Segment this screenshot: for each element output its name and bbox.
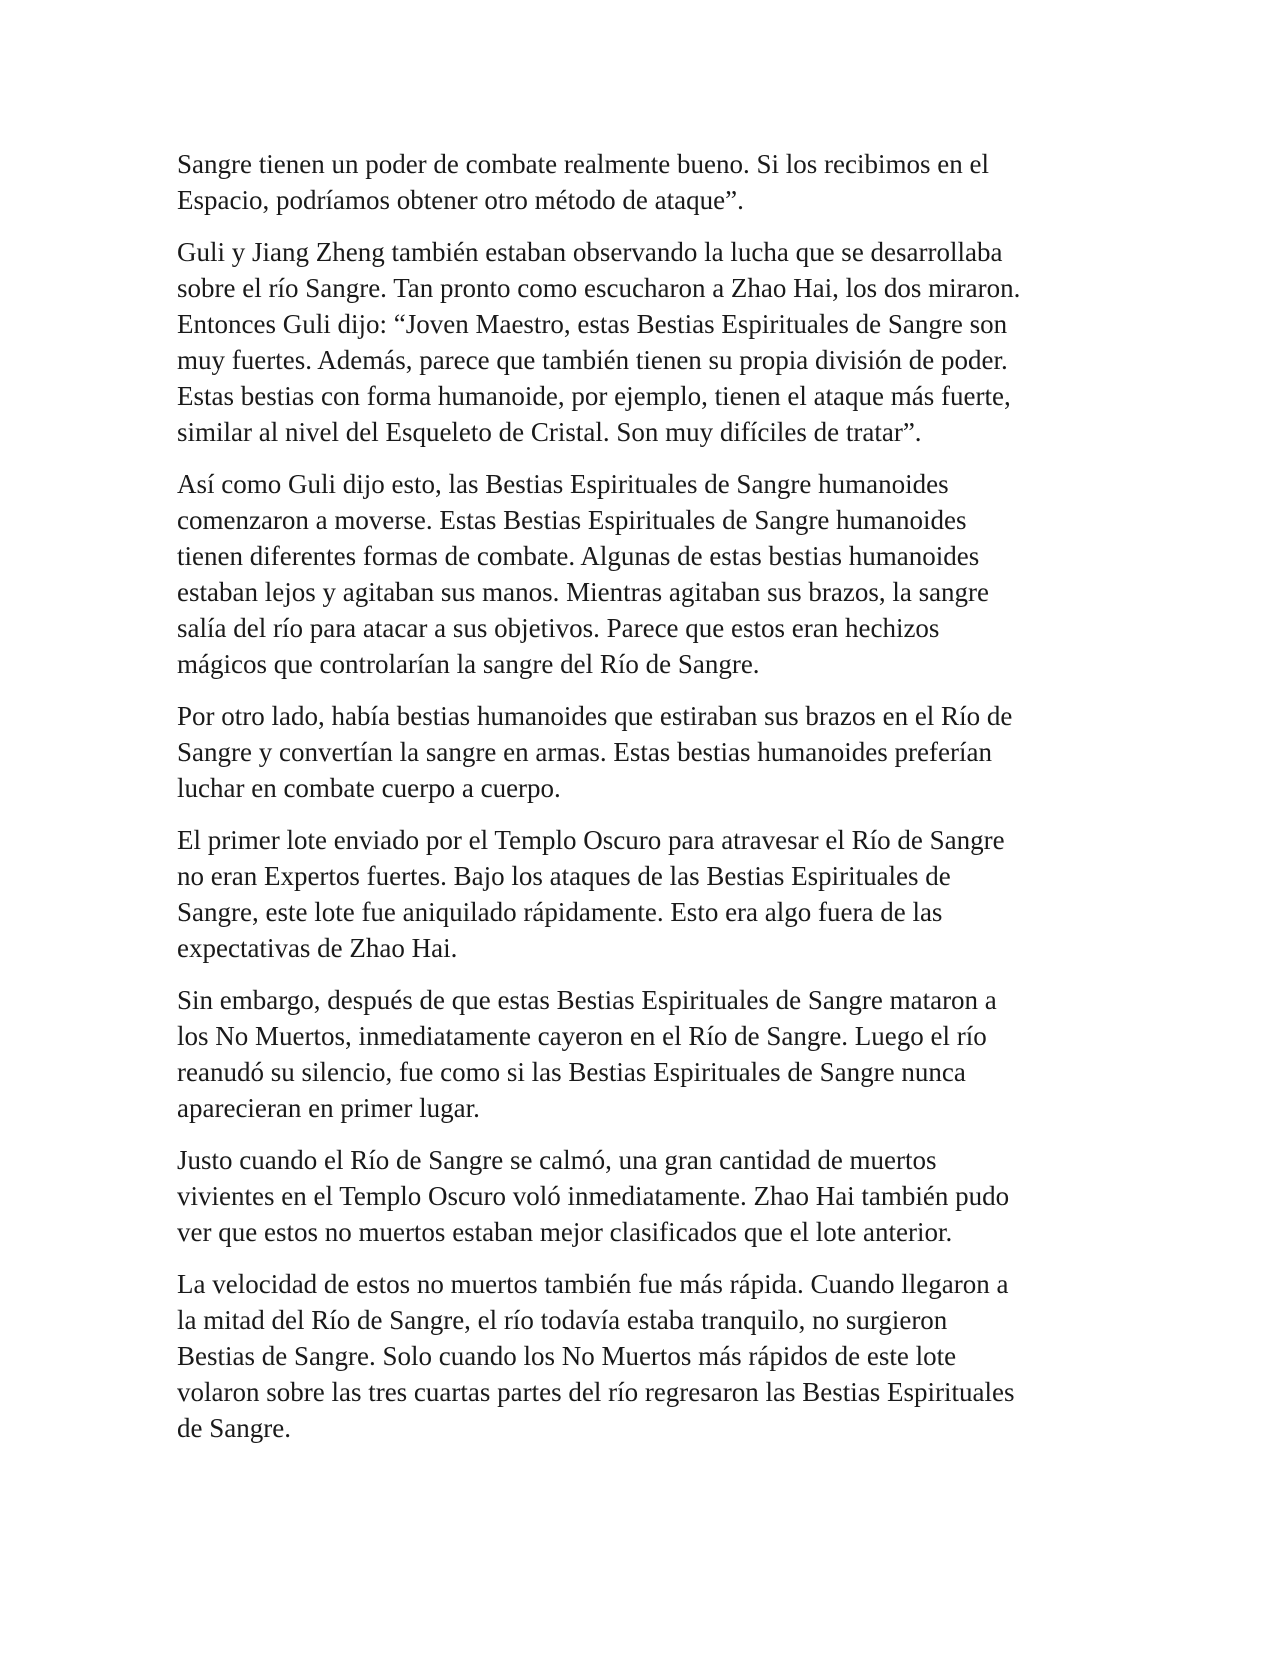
text-line: Espacio, podríamos obtener otro método de ataque”. — [177, 185, 744, 215]
text-line: muy fuertes. Además, parece que también tienen su propia división de poder. — [177, 345, 1008, 375]
text-line: La velocidad de estos no muertos también fue más rápida. Cuando llegaron a — [177, 1269, 1009, 1299]
text-line: estaban lejos y agitaban sus manos. Mientras agitaban sus brazos, la sangre — [177, 577, 990, 607]
text-line: Sangre, este lote fue aniquilado rápidamente. Esto era algo fuera de las — [177, 897, 943, 927]
text-line: tienen diferentes formas de combate. Algunas de estas bestias humanoides — [177, 541, 980, 571]
text-line: luchar en combate cuerpo a cuerpo. — [177, 773, 561, 803]
text-line: reanudó su silencio, fue como si las Bestias Espirituales de Sangre nunca — [177, 1057, 966, 1087]
text-line: vivientes en el Templo Oscuro voló inmediatamente. Zhao Hai también pudo — [177, 1181, 1010, 1211]
text-line: Estas bestias con forma humanoide, por ejemplo, tienen el ataque más fuerte, — [177, 381, 1011, 411]
text-line: mágicos que controlarían la sangre del Río de Sangre. — [177, 649, 760, 679]
paragraph — [177, 822, 1107, 966]
text-line: los No Muertos, inmediatamente cayeron en el Río de Sangre. Luego el río — [177, 1021, 987, 1051]
text-line: ver que estos no muertos estaban mejor clasificados que el lote anterior. — [177, 1217, 953, 1247]
text-line: similar al nivel del Esqueleto de Cristal. Son muy difíciles de tratar”. — [177, 417, 922, 447]
text-line: sobre el río Sangre. Tan pronto como escucharon a Zhao Hai, los dos miraron. — [177, 273, 1021, 303]
paragraph — [177, 234, 1107, 450]
body-text — [177, 146, 1107, 1462]
paragraph — [177, 698, 1107, 806]
paragraph — [177, 982, 1107, 1126]
text-line: comenzaron a moverse. Estas Bestias Espirituales de Sangre humanoides — [177, 505, 967, 535]
text-line: Sin embargo, después de que estas Bestias Espirituales de Sangre mataron a — [177, 985, 997, 1015]
paragraph — [177, 1142, 1107, 1250]
text-line: Sangre tienen un poder de combate realmente bueno. Si los recibimos en el — [177, 149, 989, 179]
text-line: Entonces Guli dijo: “Joven Maestro, estas Bestias Espirituales de Sangre son — [177, 309, 1008, 339]
text-line: salía del río para atacar a sus objetivos. Parece que estos eran hechizos — [177, 613, 940, 643]
text-line: Justo cuando el Río de Sangre se calmó, una gran cantidad de muertos — [177, 1145, 937, 1175]
text-line: Así como Guli dijo esto, las Bestias Espirituales de Sangre humanoides — [177, 469, 949, 499]
paragraph — [177, 146, 1107, 218]
text-line: Bestias de Sangre. Solo cuando los No Muertos más rápidos de este lote — [177, 1341, 957, 1371]
text-line: Guli y Jiang Zheng también estaban observando la lucha que se desarrollaba — [177, 237, 1003, 267]
paragraph — [177, 1266, 1107, 1446]
text-line: El primer lote enviado por el Templo Oscuro para atravesar el Río de Sangre — [177, 825, 1005, 855]
text-line: Sangre y convertían la sangre en armas. Estas bestias humanoides preferían — [177, 737, 992, 767]
text-line: no eran Expertos fuertes. Bajo los ataques de las Bestias Espirituales de — [177, 861, 951, 891]
text-line: expectativas de Zhao Hai. — [177, 933, 458, 963]
text-line: de Sangre. — [177, 1413, 291, 1443]
text-line: volaron sobre las tres cuartas partes del río regresaron las Bestias Espirituales — [177, 1377, 1015, 1407]
paragraph — [177, 466, 1107, 682]
text-line: la mitad del Río de Sangre, el río todavía estaba tranquilo, no surgieron — [177, 1305, 948, 1335]
text-line: aparecieran en primer lugar. — [177, 1093, 480, 1123]
text-line: Por otro lado, había bestias humanoides que estiraban sus brazos en el Río de — [177, 701, 1013, 731]
